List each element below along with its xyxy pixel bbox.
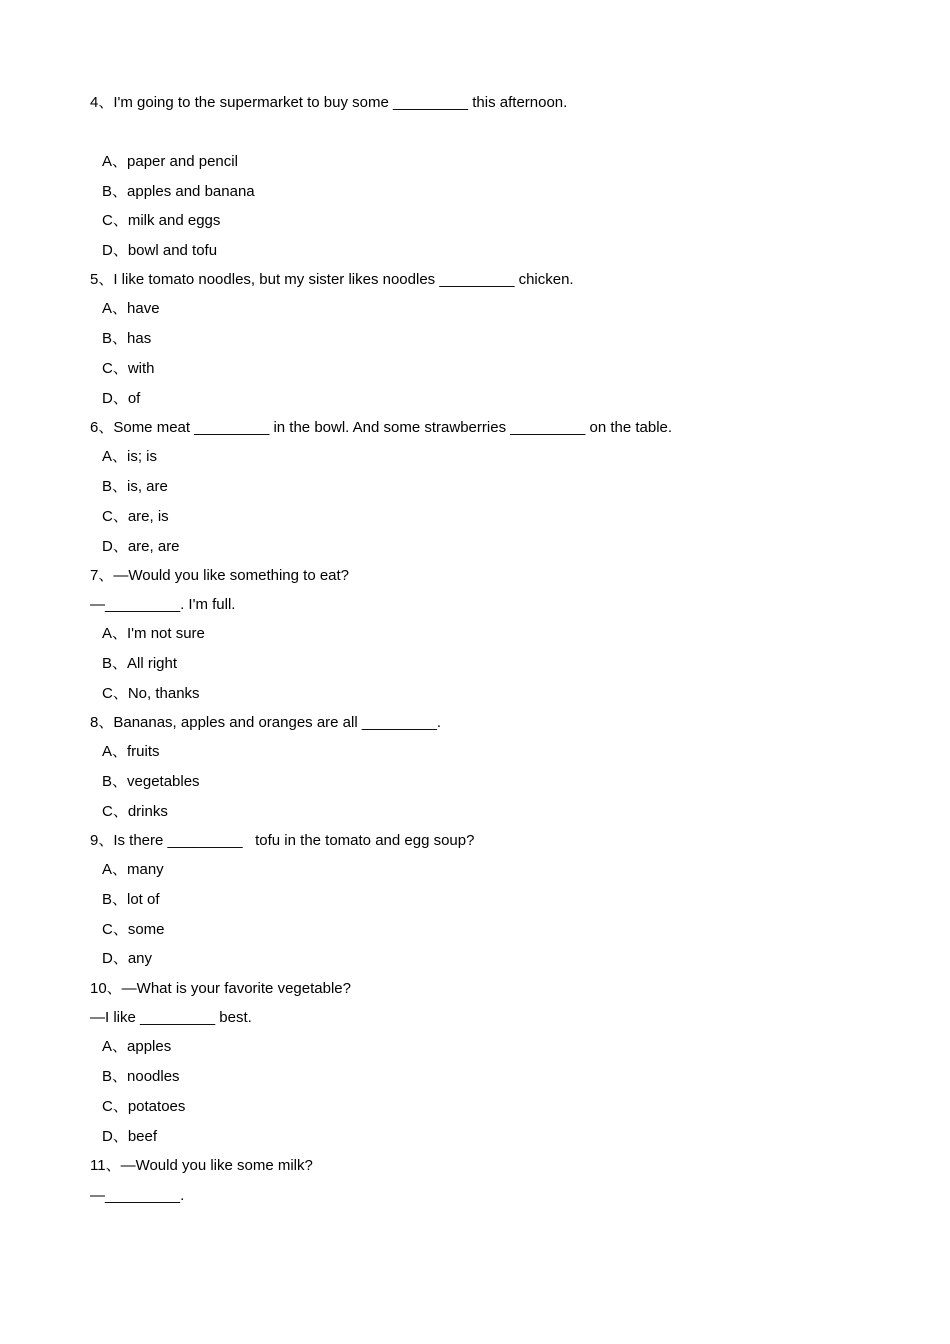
question-10-stem: 10、—What is your favorite vegetable? (90, 980, 351, 997)
question-9-option-a: A、many (102, 861, 164, 878)
question-4-option-c: C、milk and eggs (102, 212, 221, 229)
question-5-option-a: A、have (102, 300, 160, 317)
question-7-option-c: C、No, thanks (102, 685, 200, 702)
question-9-option-d: D、any (102, 950, 153, 967)
question-7-option-b: B、All right (102, 655, 178, 672)
question-11-reply: —_________. (90, 1187, 185, 1204)
question-6-stem: 6、Some meat _________ in the bowl. And some strawberries _________ on the table. (90, 419, 673, 436)
question-6-option-a: A、is; is (102, 448, 158, 465)
question-8-option-b: B、vegetables (102, 773, 200, 790)
question-8-option-c: C、drinks (102, 803, 168, 820)
question-4-option-a: A、paper and pencil (102, 153, 238, 170)
question-9-option-c: C、some (102, 921, 165, 938)
question-7-reply: —_________. I'm full. (90, 596, 236, 613)
question-8-stem: 8、Bananas, apples and oranges are all _________. (90, 714, 442, 731)
question-10-option-d: D、beef (102, 1128, 158, 1145)
question-10-reply: —I like _________ best. (90, 1009, 252, 1026)
question-10-option-b: B、noodles (102, 1068, 180, 1085)
question-4-option-d: D、bowl and tofu (102, 242, 218, 259)
question-5-stem: 5、I like tomato noodles, but my sister likes noodles _________ chicken. (90, 271, 574, 288)
question-5-option-d: D、of (102, 390, 141, 407)
question-5-option-c: C、with (102, 360, 155, 377)
question-6-option-d: D、are, are (102, 538, 180, 555)
question-11-stem: 11、—Would you like some milk? (90, 1157, 313, 1174)
question-9-stem: 9、Is there _________ tofu in the tomato and egg soup? (90, 832, 475, 849)
question-6-option-b: B、is, are (102, 478, 168, 495)
question-10-option-c: C、potatoes (102, 1098, 186, 1115)
question-10-option-a: A、apples (102, 1038, 172, 1055)
question-6-option-c: C、are, is (102, 508, 169, 525)
question-7-stem: 7、—Would you like something to eat? (90, 567, 350, 584)
question-4-option-b: B、apples and banana (102, 183, 255, 200)
question-7-option-a: A、I'm not sure (102, 625, 205, 642)
question-8-option-a: A、fruits (102, 743, 160, 760)
question-5-option-b: B、has (102, 330, 152, 347)
question-4-stem: 4、I'm going to the supermarket to buy some _________ this afternoon. (90, 94, 568, 111)
question-9-option-b: B、lot of (102, 891, 160, 908)
